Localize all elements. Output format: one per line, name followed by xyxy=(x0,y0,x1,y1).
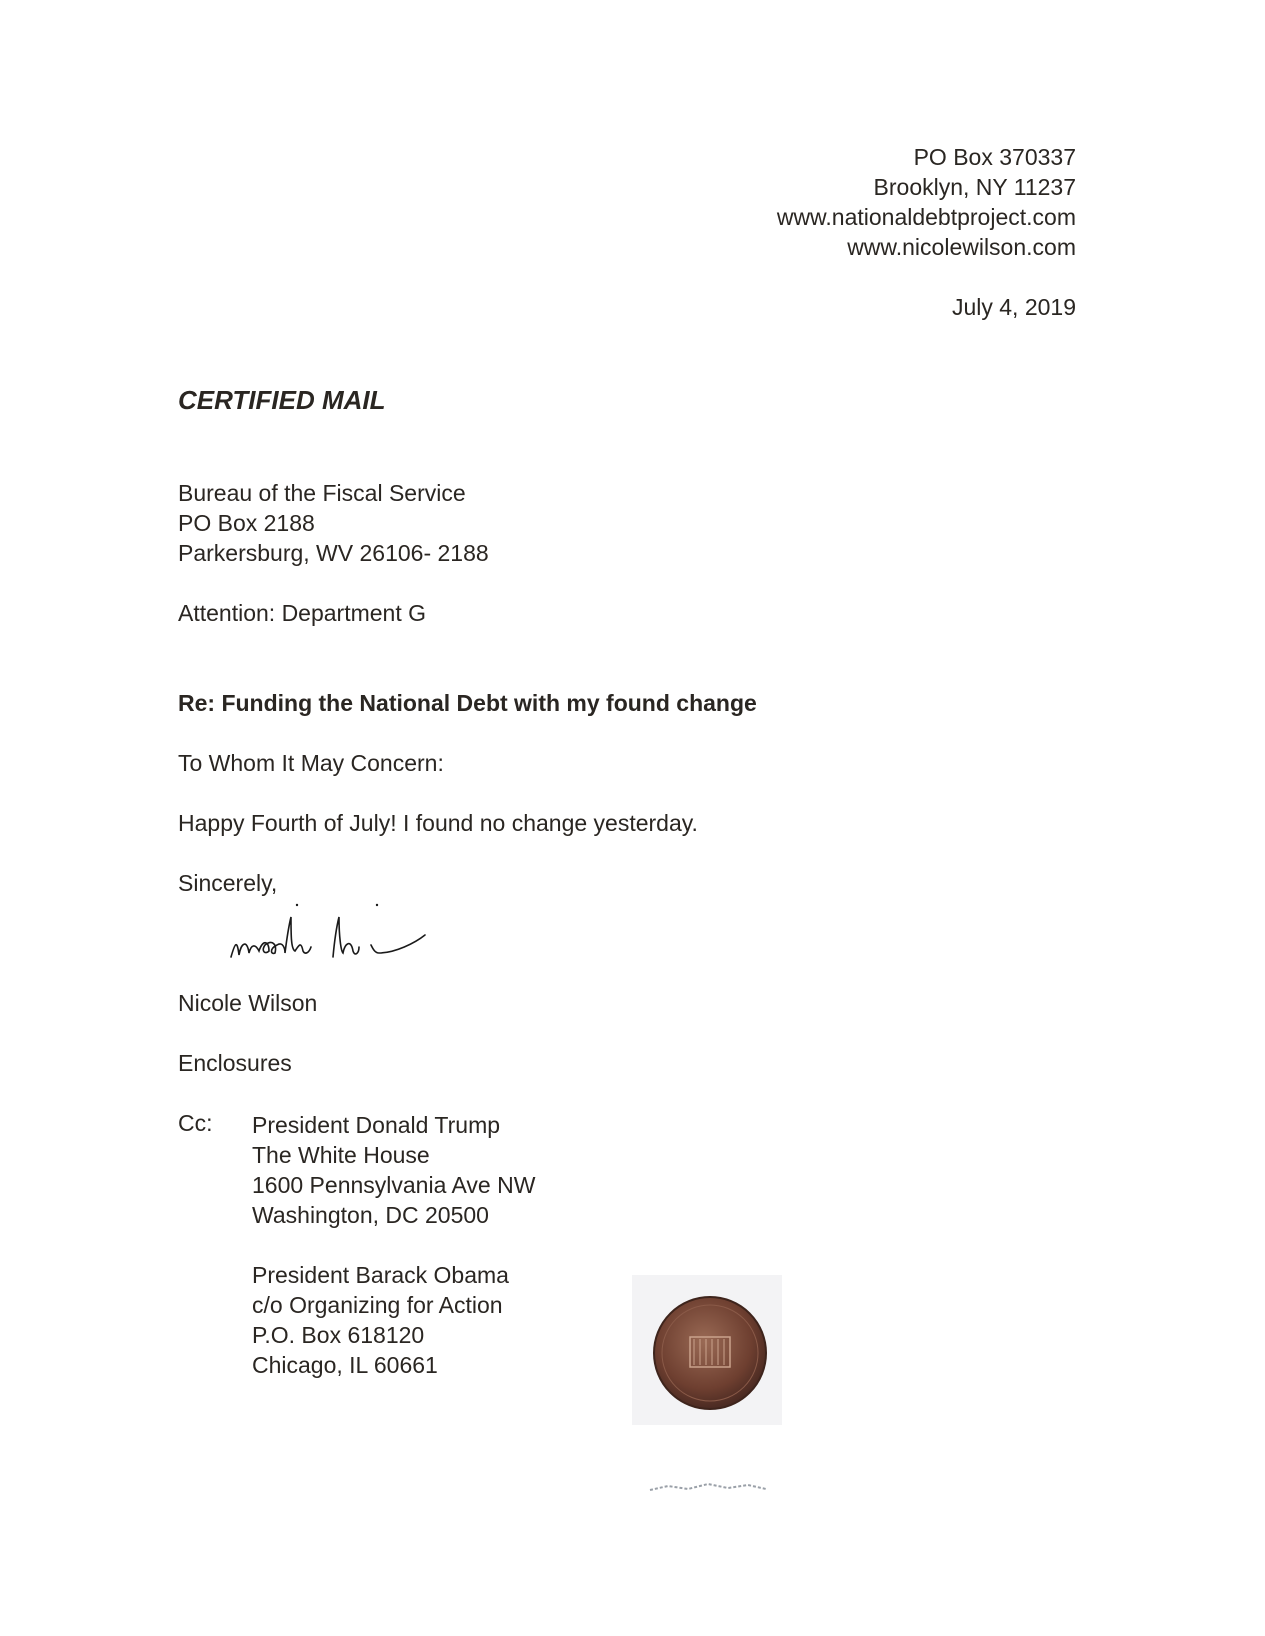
letter-date: July 4, 2019 xyxy=(951,294,1076,320)
cc-org: c/o Organizing for Action xyxy=(252,1292,503,1318)
cc-street: 1600 Pennsylvania Ave NW xyxy=(252,1172,536,1198)
certified-mail-heading: CERTIFIED MAIL xyxy=(178,385,386,415)
enclosures-note: Enclosures xyxy=(178,1050,292,1076)
taped-penny xyxy=(632,1275,782,1425)
sender-po-box: PO Box 370337 xyxy=(913,144,1076,170)
sender-website-2: www.nicolewilson.com xyxy=(847,234,1076,260)
cc-recipient-obama xyxy=(252,1260,509,1380)
sender-address xyxy=(640,142,1076,262)
cc-label: Cc: xyxy=(178,1110,213,1136)
cc-city: Washington, DC 20500 xyxy=(252,1202,489,1228)
tape-residue xyxy=(648,1478,768,1498)
signer-name: Nicole Wilson xyxy=(178,990,318,1016)
subject-line: Re: Funding the National Debt with my found change xyxy=(178,690,757,716)
closing: Sincerely, xyxy=(178,870,278,896)
recipient-po-box: PO Box 2188 xyxy=(178,510,315,536)
cc-city: Chicago, IL 60661 xyxy=(252,1352,438,1378)
recipient-city: Parkersburg, WV 26106- 2188 xyxy=(178,540,489,566)
attention-line: Attention: Department G xyxy=(178,600,427,626)
salutation: To Whom It May Concern: xyxy=(178,750,444,776)
cc-recipient-trump xyxy=(252,1110,535,1230)
cc-org: The White House xyxy=(252,1142,430,1168)
letter-body: Happy Fourth of July! I found no change yesterday. xyxy=(178,810,698,836)
cc-po-box: P.O. Box 618120 xyxy=(252,1322,425,1348)
recipient-name: Bureau of the Fiscal Service xyxy=(178,480,466,506)
cc-name: President Barack Obama xyxy=(252,1262,509,1288)
signature-image xyxy=(225,895,475,985)
penny-icon xyxy=(632,1275,782,1425)
sender-website-1: www.nationaldebtproject.com xyxy=(776,204,1076,230)
recipient-address xyxy=(178,478,489,568)
sender-city: Brooklyn, NY 11237 xyxy=(873,174,1076,200)
cc-name: President Donald Trump xyxy=(252,1112,501,1138)
